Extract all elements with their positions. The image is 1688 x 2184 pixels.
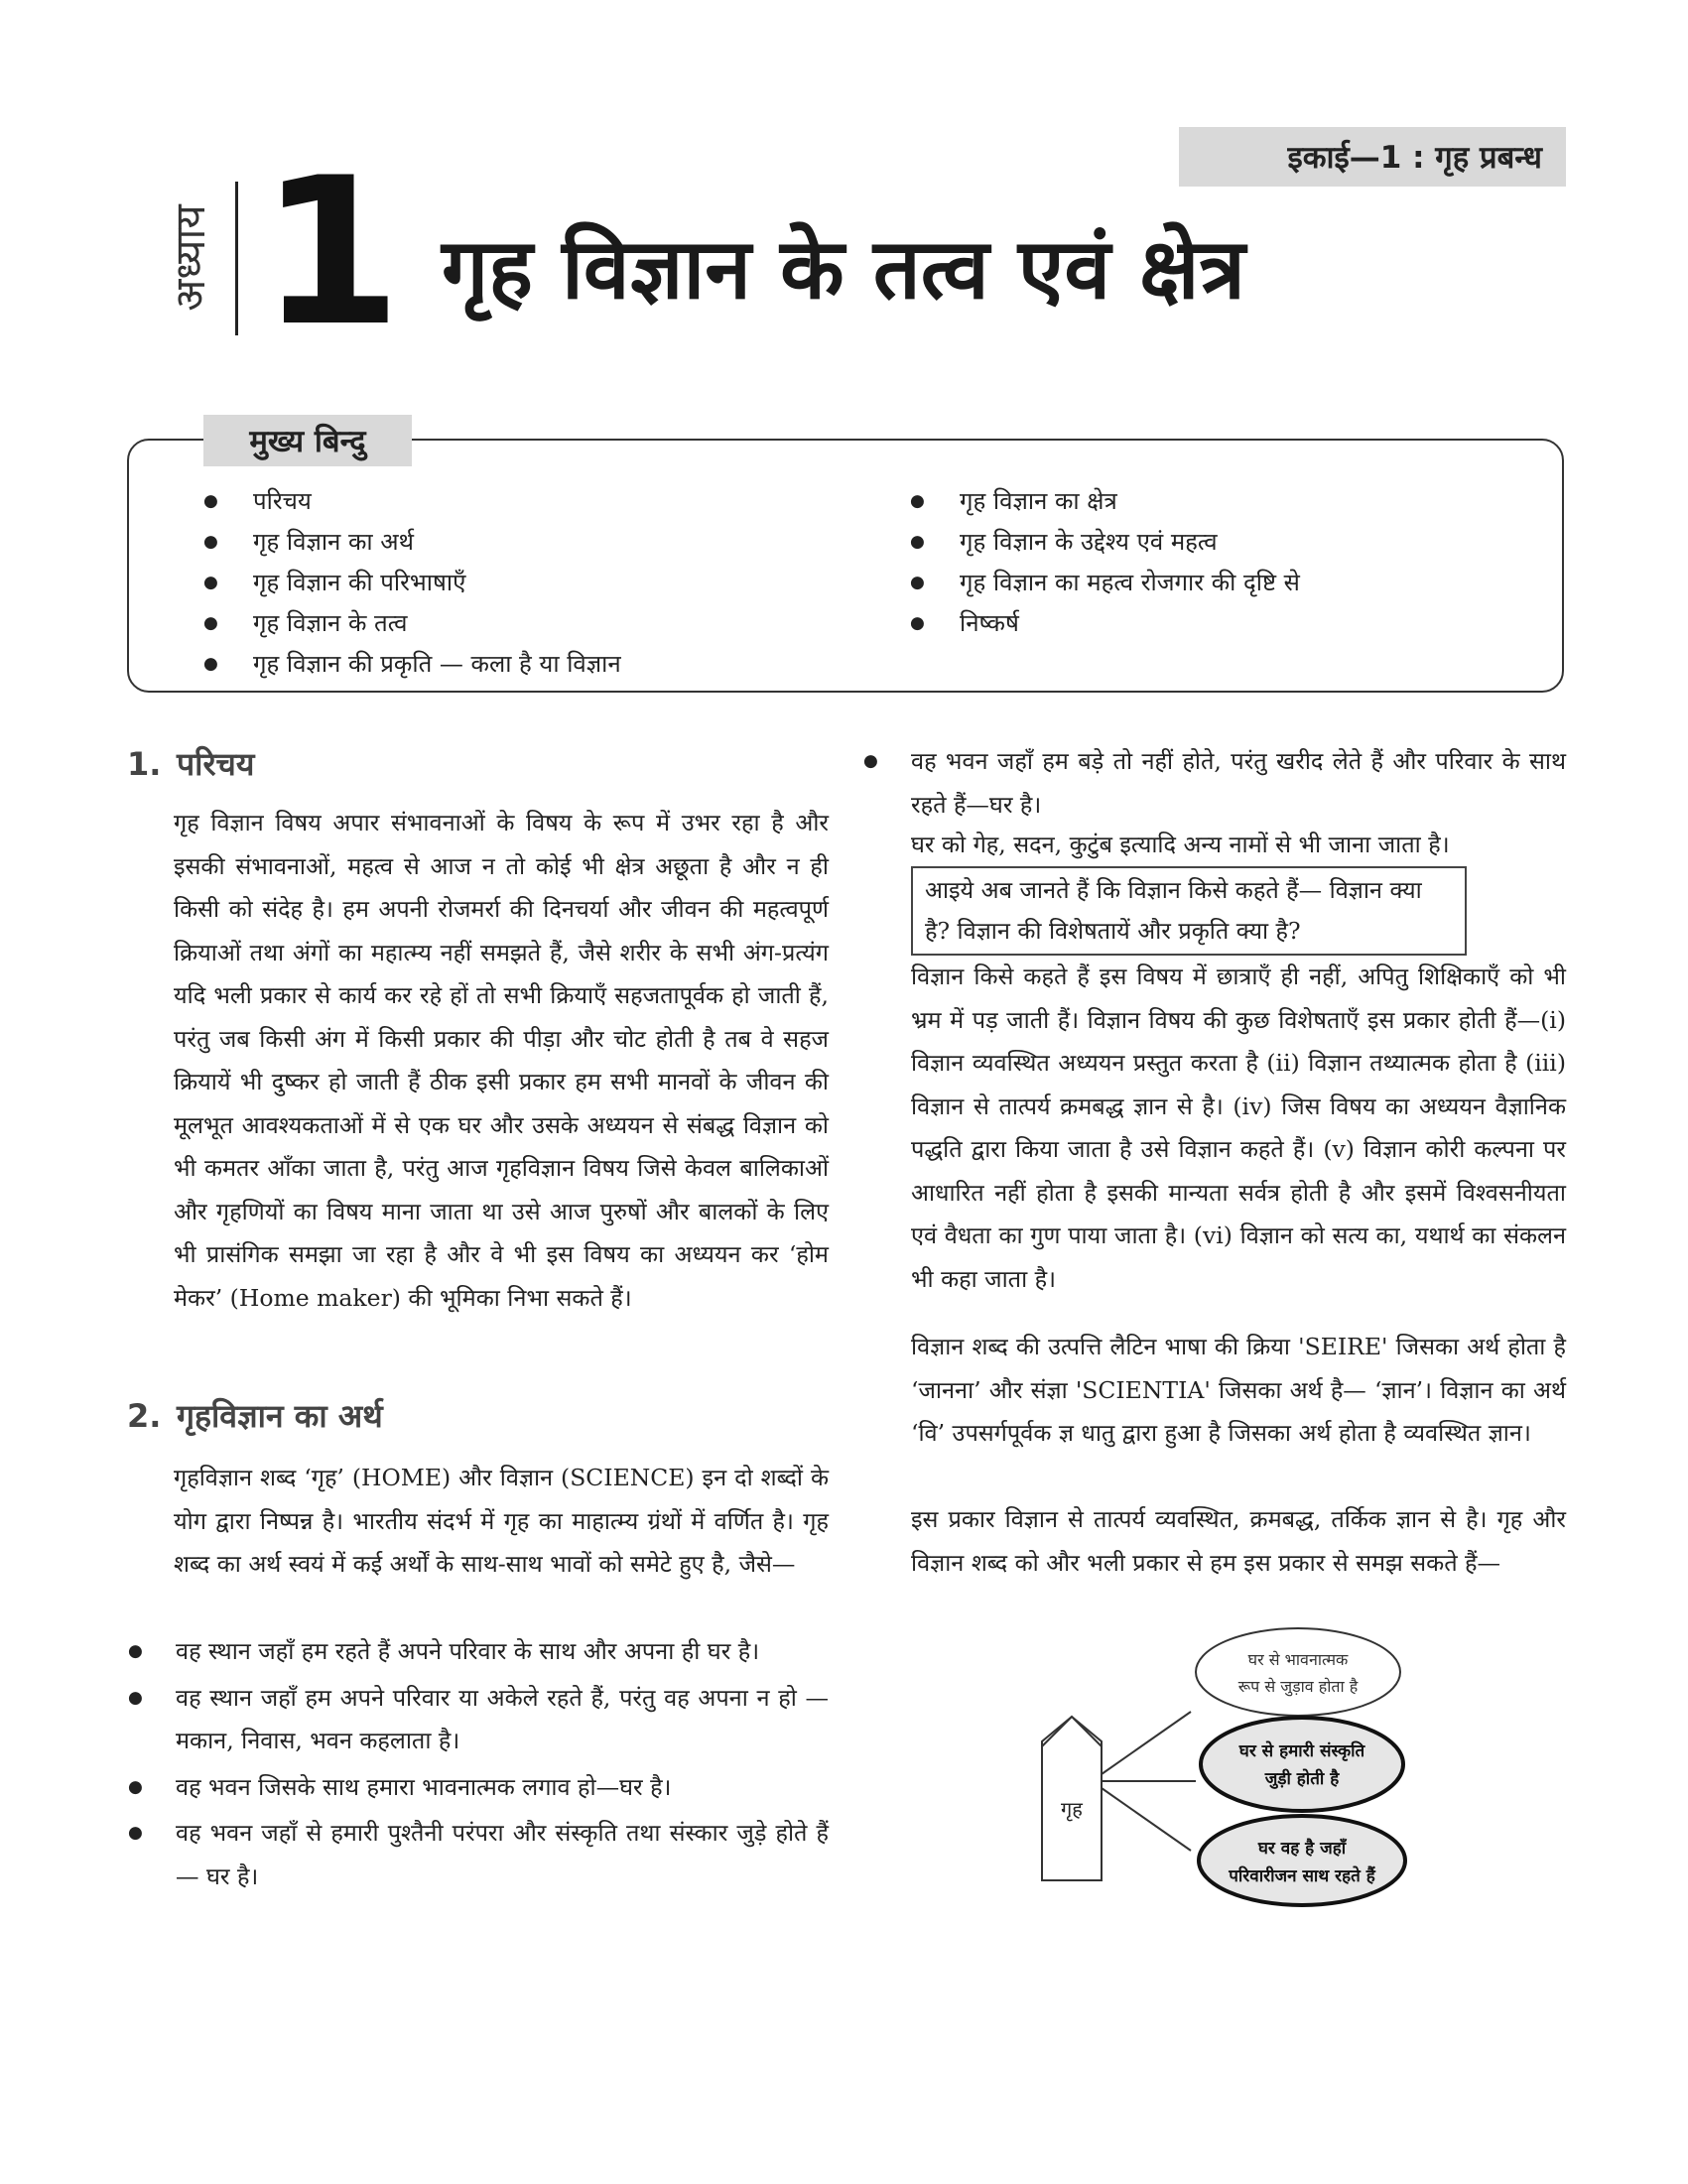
house-label: गृह (1061, 1797, 1083, 1821)
bubble-emotional (1196, 1628, 1400, 1716)
bullet-item: ● वह भवन जिसके साथ हमारा भावनात्मक लगाव हो—घर है। (126, 1766, 829, 1810)
key-point-item: ● गृह विज्ञान का क्षेत्र (910, 481, 1300, 522)
bullet-item: ● वह स्थान जहाँ हम रहते हैं अपने परिवार के साथ और अपना ही घर है। (126, 1630, 829, 1674)
key-point-item: ● गृह विज्ञान के तत्व (203, 603, 621, 644)
bubble-text: घर से भावनात्मक (1247, 1650, 1349, 1669)
section-1-paragraph: गृह विज्ञान विषय अपार संभावनाओं के विषय के रूप में उभर रहा है और इसकी संभावनाओं, महत्व से आज न तो कोई भी क्षेत्र अछूता है और न ही किसी को संदेह है। हम अपनी रोजमर्रा की दिनचर्या और जीवन की महत्वपूर्ण क्रियाओं तथा अंगों का महात्म्य नहीं समझते हैं, जैसे शरीर के सभी अंग-प्रत्यंग यदि भली प्रकार से कार्य कर रहे हों तो सभी क्रियाएँ सहजतापूर्वक हो जाती हैं, परंतु जब किसी अंग में किसी प्रकार की पीड़ा और चोट होती है तब वे सहज क्रियायें भी दुष्कर हो जाती हैं ठीक इसी प्रकार हम सभी मानवों के जीवन की मूलभूत आवश्यकताओं में से एक घर और उसके अध्ययन से संबद्ध विज्ञान को भी कमतर आँका जाता है, परंतु आज गृहविज्ञान विषय जिसे केवल बालिकाओं और गृहणियों का विषय माना जाता था उसे आज पुरुषों और बालकों के लिए भी प्रासंगिक समझा जा रहा है और वे भी इस विषय का अध्ययन कर ‘होम मेकर’ (Home maker) की भूमिका निभा सकते हैं। (174, 809, 829, 1312)
bubble-text: घर वह है जहाँ (1257, 1839, 1347, 1859)
key-points-right-list (910, 481, 1300, 644)
connector-line (1102, 1712, 1191, 1774)
house-concept-diagram (1032, 1617, 1409, 1945)
chapter-divider (235, 182, 238, 335)
key-point-item: ● गृह विज्ञान की प्रकृति — कला है या विज्ञान (203, 644, 621, 685)
section-2-heading (127, 1394, 383, 1437)
key-point-item: ● गृह विज्ञान का अर्थ (203, 522, 621, 563)
paragraph-summary: इस प्रकार विज्ञान से तात्पर्य व्यवस्थित, क्रमबद्ध, तर्किक ज्ञान से है। गृह और विज्ञान शब्द को और भली प्रकार से हम इस प्रकार से समझ सकते हैं— (911, 1505, 1566, 1577)
key-point-item: ● निष्कर्ष (910, 603, 1300, 644)
bubble-culture (1201, 1718, 1403, 1811)
key-point-item: ● गृह विज्ञान के उद्देश्य एवं महत्व (910, 522, 1300, 563)
bubble-text: जुड़ी होती है (1264, 1769, 1340, 1789)
bubble-text: घर से हमारी संस्कृति (1238, 1741, 1365, 1761)
bubble-text: परिवारीजन साथ रहते हैं (1229, 1866, 1375, 1886)
section-number: 2. (127, 1397, 162, 1435)
section-1-heading (127, 742, 254, 785)
key-points-left-list (203, 481, 621, 685)
chapter-label: अध्याय (165, 204, 214, 312)
callout-box: आइये अब जानते हैं कि विज्ञान किसे कहते हैं— विज्ञान क्या है? विज्ञान की विशेषतायें और प्रकृति क्या है? (911, 866, 1467, 956)
section-title: परिचय (177, 745, 255, 783)
section-number: 1. (127, 745, 162, 783)
bullet-item: ● वह स्थान जहाँ हम अपने परिवार या अकेले रहते हैं, परंतु वह अपना न हो — मकान, निवास, भवन कहलाता है। (126, 1677, 829, 1763)
key-point-item: ● गृह विज्ञान की परिभाषाएँ (203, 563, 621, 603)
key-point-item: ● गृह विज्ञान का महत्व रोजगार की दृष्टि से (910, 563, 1300, 603)
section-2-paragraph: गृहविज्ञान शब्द ‘गृह’ (HOME) और विज्ञान (SCIENCE) इन दो शब्दों के योग द्वारा निष्पन्न है। भारतीय संदर्भ में गृह का माहात्म्य ग्रंथों में वर्णित है। गृह शब्द का अर्थ स्वयं में कई अर्थों के साथ-साथ भावों को समेटे हुए है, जैसे— (174, 1464, 829, 1578)
right-column-bullets (861, 740, 1566, 830)
paragraph-science-features: विज्ञान किसे कहते हैं इस विषय में छात्राएँ ही नहीं, अपितु शिक्षिकाएँ को भी भ्रम में पड़ जाती हैं। विज्ञान विषय की कुछ विशेषताएँ इस प्रकार होती हैं—(i) विज्ञान व्यवस्थित अध्ययन प्रस्तुत करता है (ii) विज्ञान तथ्यात्मक होता है (iii) विज्ञान से तात्पर्य क्रमबद्ध ज्ञान से है। (iv) जिस विषय का अध्ययन वैज्ञानिक पद्धति द्वारा किया जाता है उसे विज्ञान कहते हैं। (v) विज्ञान कोरी कल्पना पर आधारित नहीं होता है इसकी मान्यता सर्वत्र होती है और इसमें विश्वसनीयता एवं वैधता का गुण पाया जाता है। (vi) विज्ञान को सत्य का, यथार्थ का संकलन भी कहा जाता है। (911, 963, 1566, 1293)
bubble-text: रूप से जुड़ाव होता है (1237, 1677, 1359, 1696)
key-point-item: ● परिचय (203, 481, 621, 522)
paragraph-house-names: घर को गेह, सदन, कुटुंब इत्यादि अन्य नामों से भी जाना जाता है। (911, 831, 1450, 858)
unit-tag: इकाई—1 : गृह प्रबन्ध (1179, 127, 1566, 187)
bullet-item: ● वह भवन जहाँ से हमारी पुश्तैनी परंपरा और संस्कृति तथा संस्कार जुड़े होते हैं— घर है। (126, 1812, 829, 1898)
chapter-number: 1 (260, 135, 402, 371)
chapter-title: गृह विज्ञान के तत्व एवं क्षेत्र (442, 220, 1245, 318)
connector-line (1102, 1788, 1191, 1851)
section-title: गृहविज्ञान का अर्थ (177, 1397, 383, 1435)
section-2-bullets (126, 1630, 829, 1901)
paragraph-science-origin: विज्ञान शब्द की उत्पत्ति लैटिन भाषा की क्रिया 'SEIRE' जिसका अर्थ होता है ‘जानना’ और संज्ञा 'SCIENTIA' जिसका अर्थ है— ‘ज्ञान’। विज्ञान का अर्थ ‘वि’ उपसर्गपूर्वक ज्ञ धातु द्वारा हुआ है जिसका अर्थ होता है व्यवस्थित ज्ञान। (911, 1333, 1566, 1447)
house-icon (1042, 1717, 1102, 1880)
bullet-item: ● वह भवन जहाँ हम बड़े तो नहीं होते, परंतु खरीद लेते हैं और परिवार के साथ रहते हैं—घर है। (861, 740, 1566, 827)
key-points-title: मुख्य बिन्दु (203, 415, 412, 466)
bubble-family (1199, 1816, 1405, 1905)
